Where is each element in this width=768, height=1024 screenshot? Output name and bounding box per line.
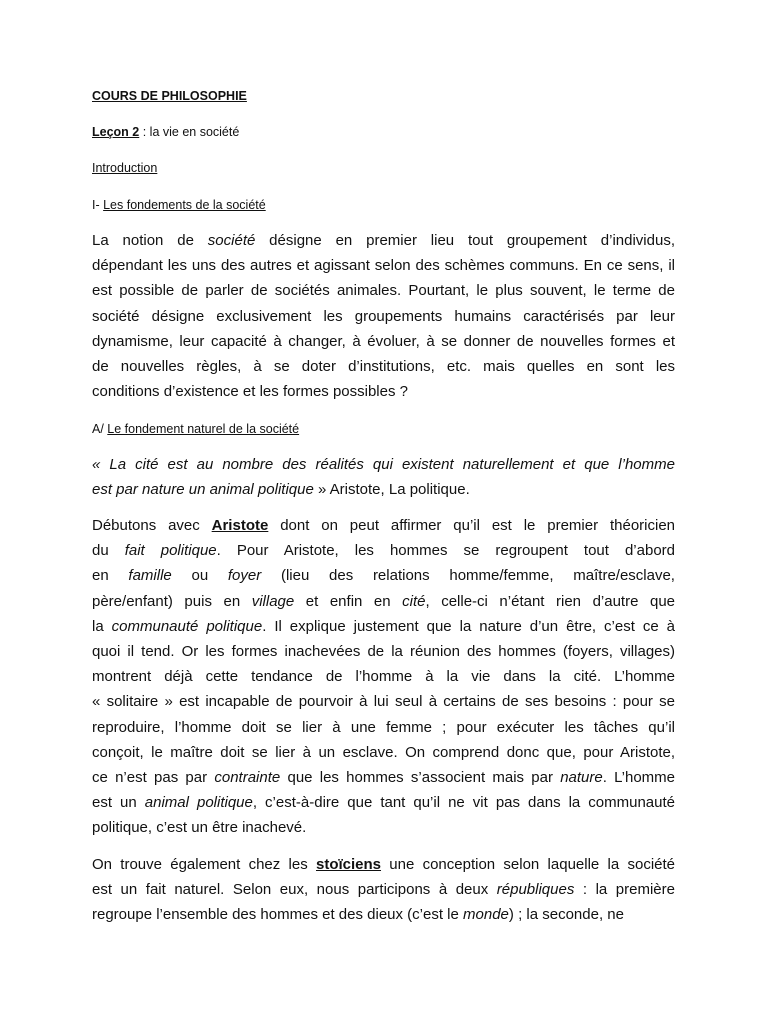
text-line [92,253,675,278]
text-run: regroupe l’ensemble des hommes et des dieux (c’est le [92,906,464,924]
text-run: On trouve également chez les [92,856,316,873]
text-run: est un [92,794,145,812]
italic-term: cité [402,592,426,610]
text-run: : la première [574,881,675,899]
text-run: ou [171,567,228,585]
text-line [92,278,675,303]
text-run: conçoit, le maître doit se lier à un esclave. On comprend donc que, pour Aristote, [92,743,675,761]
introduction-heading: Introduction [92,161,158,175]
text-line [92,477,675,502]
text-line [92,513,675,538]
text-line [92,715,675,740]
text-line [92,639,675,664]
italic-term: société [207,232,256,249]
text-line [92,538,675,563]
course-title: COURS DE PHILOSOPHIE [92,89,247,103]
emphasized-name: Aristote [211,517,269,534]
emphasized-name: stoïciens [315,856,382,873]
italic-term: famille [128,567,172,585]
text-line [92,228,675,253]
text-line [92,452,675,477]
text-line [92,664,675,689]
text-line [92,877,675,902]
text-line [92,790,675,815]
text-line [92,740,675,765]
text-run: . L’homme [602,768,675,786]
text-line [92,852,675,877]
text-line [92,563,675,588]
section-1-heading [92,197,266,213]
text-run: reproduire, l’homme doit se lier à une femme ; pour exécuter les tâches qu’il [92,718,675,736]
text-line [92,765,675,790]
text-run: en [92,567,129,585]
italic-term: animal politique [144,794,253,812]
text-line [92,304,675,329]
text-run: , celle-ci n’étant rien d’autre que [425,592,675,610]
text-run: dont on peut affirmer qu’il est le premier théoricien [268,517,675,534]
text-line [92,589,675,614]
text-run: ce n’est pas par [92,768,215,786]
section-1-prefix: I- [92,198,104,212]
text-run: dynamisme, leur capacité à changer, à évoluer, à se donner de nouvelles formes et [92,332,675,350]
italic-term: républiques [496,881,575,899]
text-run: de nouvelles règles, à se doter d’institutions, etc. mais quelles en sont les [92,357,675,375]
paragraph-stoics [92,852,675,928]
text-run: . Il explique justement que la nature d’un être, c’est ce à [262,617,675,635]
text-line [92,379,675,404]
text-line [92,815,675,840]
text-run: politique, c’est un être inachevé. [92,819,307,837]
italic-term: « La cité est au nombre des réalités qui existent naturellement et que l’homme [92,456,675,473]
text-run: » Aristote, La politique. [313,481,470,499]
section-1-title: Les fondements de la société [103,198,266,212]
italic-term: communauté politique [111,617,263,635]
italic-term: est par nature un animal politique [92,481,314,499]
text-run: que les hommes s’associent mais par [280,768,561,786]
text-line [92,902,675,927]
italic-term: village [251,592,295,610]
text-run: dépendant les uns des autres et agissant selon des schèmes communs. En ce sens, il [92,257,675,275]
text-line [92,689,675,714]
text-run: quoi il tend. Or les formes inachevées de la réunion des hommes (foyers, villages) [92,642,675,660]
text-run: Débutons avec [92,517,212,534]
text-run: père/enfant) puis en [92,592,252,610]
paragraph-definition [92,228,675,404]
text-run: société désigne exclusivement les groupements humains caractérisés par leur [92,307,675,325]
text-run: est possible de parler de sociétés animales. Pourtant, le plus souvent, le terme de [92,282,675,300]
text-run: montrent déjà cette tendance de l’homme à la vie dans la cité. L’homme [92,668,675,686]
paragraph-aristotle [92,513,675,840]
italic-term: contrainte [214,768,281,786]
text-line [92,614,675,639]
text-run: , c’est-à-dire que tant qu’il ne vit pas dans la communauté [252,794,675,812]
italic-term: fait politique [124,542,217,560]
text-run: conditions d’existence et les formes possibles ? [92,383,408,401]
text-run: (lieu des relations homme/femme, maître/esclave, [261,567,675,585]
text-line [92,329,675,354]
italic-term: foyer [227,567,262,585]
text-run: désigne en premier lieu tout groupement d’individus, [255,232,675,249]
section-a-title: Le fondement naturel de la société [107,422,300,436]
lesson-heading [92,124,239,140]
text-run: ) ; la seconde, ne [508,906,624,924]
text-run: une conception selon laquelle la société [381,856,675,873]
text-run: est un fait naturel. Selon eux, nous participons à deux [92,881,497,899]
italic-term: monde [463,906,509,924]
section-a-prefix: A/ [92,422,108,436]
text-run: « solitaire » est incapable de pourvoir à lui seul à certains de ses besoins : pour se [92,693,675,711]
text-run: . Pour Aristote, les hommes se regroupent tout d’abord [216,542,675,560]
section-a-heading [92,421,299,437]
text-run: la [92,617,112,635]
lesson-label: Leçon 2 [92,125,140,139]
text-run: La notion de [92,232,208,249]
italic-term: nature [560,768,603,786]
text-run: et enfin en [294,592,403,610]
aristotle-quote [92,452,675,502]
text-line [92,354,675,379]
text-run: du [92,542,125,560]
lesson-subtitle: : la vie en société [139,125,240,139]
